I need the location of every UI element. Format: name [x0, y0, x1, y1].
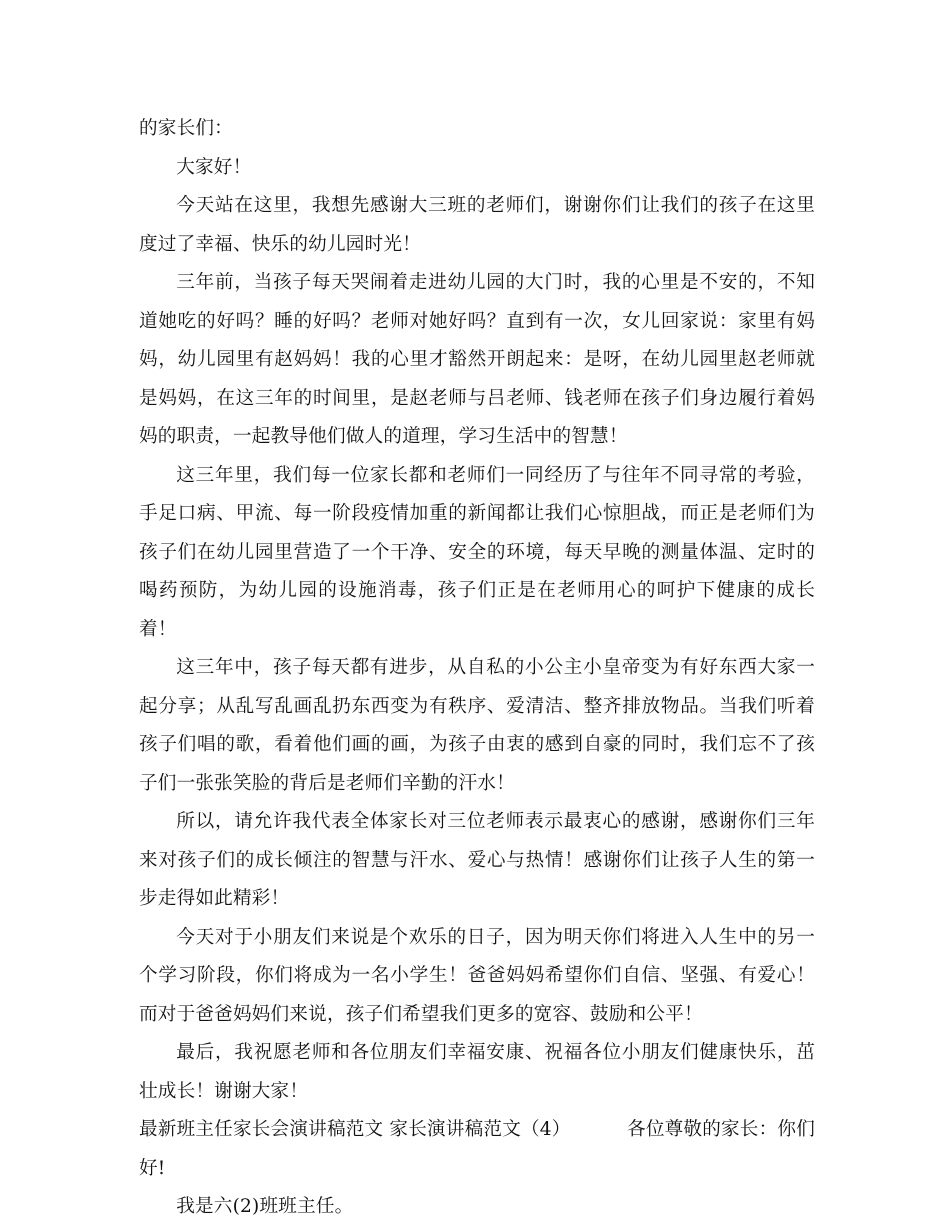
gratitude-paragraph: 所以，请允许我代表全体家长对三位老师表示最衷心的感谢，感谢你们三年来对孩子们的成长倾注的智慧与汗水、爱心与热情！感谢你们让孩子人生的第一步走得如此精彩！ — [139, 811, 815, 909]
next-section-greeting-end: 好! — [139, 1157, 166, 1179]
future-paragraph: 今天对于小朋友们来说是个欢乐的日子，因为明天你们将进入人生中的另一个学习阶段，你们将成为一名小学生！爸爸妈妈希望你们自信、坚强、有爱心！而对于爸爸妈妈们来说，孩子们希望我们更多的宽容、鼓励和公平！ — [139, 926, 815, 1025]
document-body — [139, 110, 815, 1227]
next-section-heading-line — [139, 1111, 815, 1150]
next-section-title: 最新班主任家长会演讲稿范文 家长演讲稿范文（4） — [139, 1119, 571, 1140]
salutation-line: 的家长们： — [139, 118, 233, 139]
challenges-paragraph: 这三年里，我们每一位家长都和老师们一同经历了与往年不同寻常的考验，手足口病、甲流、每一阶段疫情加重的新闻都让我们心惊胆战，而正是老师们为孩子们在幼儿园里营造了一个干净、安全的环境，每天早晚的测量体温、定时的喝药预防，为幼儿园的设施消毒，孩子们正是在老师用心的呵护下健康的成长着！ — [139, 464, 815, 640]
progress-paragraph: 这三年中，孩子每天都有进步，从自私的小公主小皇帝变为有好东西大家一起分享；从乱写乱画乱扔东西变为有秩序、爱清洁、整齐排放物品。当我们听着孩子们唱的歌，看着他们画的画，为孩子由衷的感到自豪的同时，我们忘不了孩子们一张张笑脸的背后是老师们辛勤的汗水！ — [139, 657, 815, 794]
greeting-paragraph: 大家好！ — [176, 156, 252, 178]
closing-paragraph: 最后，我祝愿老师和各位朋友们幸福安康、祝福各位小朋友们健康快乐，茁壮成长！谢谢大家！ — [139, 1042, 815, 1102]
next-section-intro: 我是六(2)班班主任。 — [176, 1196, 354, 1217]
next-section-greeting-start: 各位尊敬的家长：你们 — [627, 1119, 815, 1140]
thanks-paragraph: 今天站在这里，我想先感谢大三班的老师们，谢谢你们让我们的孩子在这里度过了幸福、快乐的幼儿园时光！ — [139, 195, 815, 255]
memory-paragraph: 三年前，当孩子每天哭闹着走进幼儿园的大门时，我的心里是不安的，不知道她吃的好吗？睡的好吗？老师对她好吗？直到有一次，女儿回家说：家里有妈妈，幼儿园里有赵妈妈！我的心里才豁然开朗起来：是呀，在幼儿园里赵老师就是妈妈，在这三年的时间里，是赵老师与吕老师、钱老师在孩子们身边履行着妈妈的职责，一起教导他们做人的道理，学习生活中的智慧！ — [139, 272, 815, 447]
